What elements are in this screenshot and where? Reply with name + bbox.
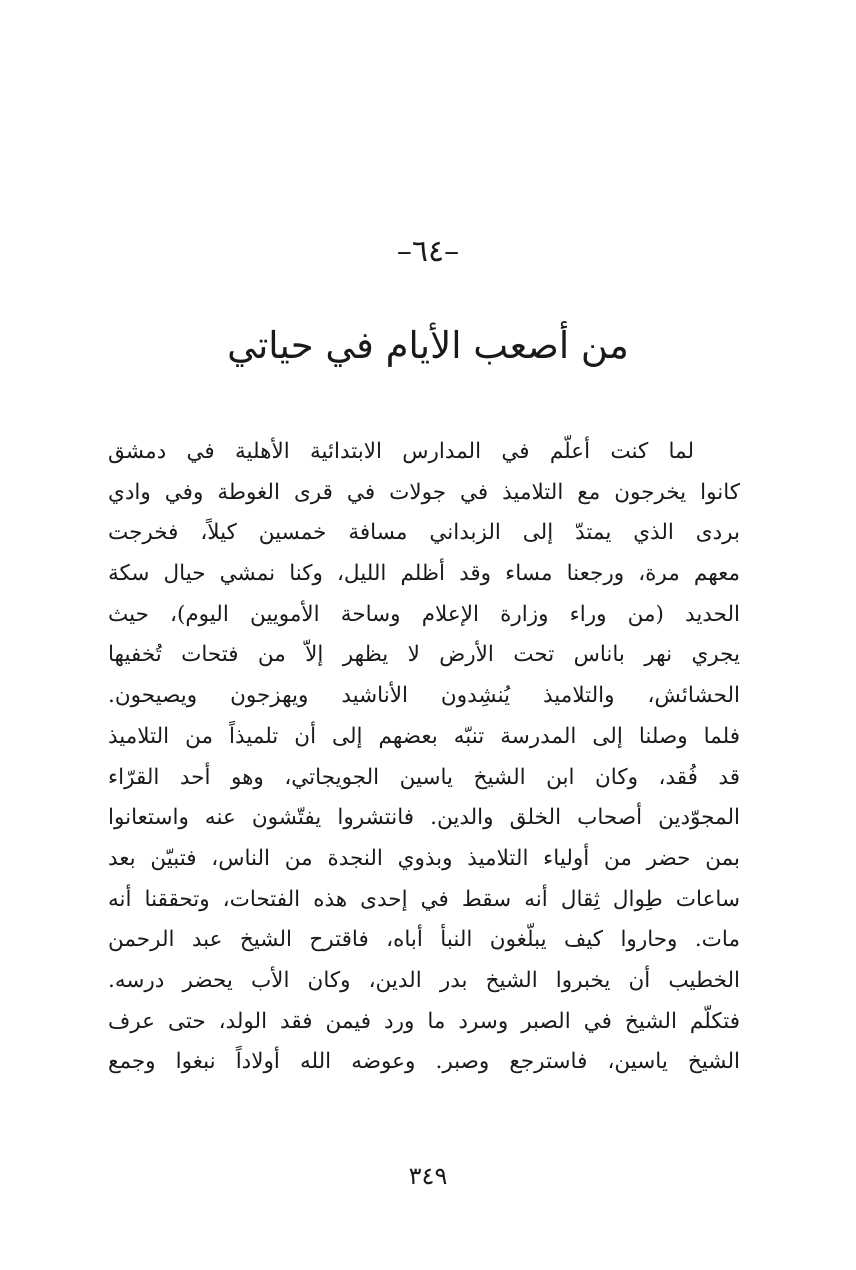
body-line: بردى الذي يمتدّ إلى الزبداني مسافة خمسين كيلاً، فخرجت	[108, 520, 740, 546]
body-line: فلما وصلنا إلى المدرسة تنبّه بعضهم إلى أن تلميذاً من التلاميذ	[108, 723, 740, 749]
body-line: معهم مرة، ورجعنا مساء وقد أظلم الليل، وكنا نمشي حيال سكة	[108, 561, 740, 587]
body-line: الحديد (من وراء وزارة الإعلام وساحة الأمويين اليوم)، حيث	[108, 601, 740, 627]
body-line: قد فُقد، وكان ابن الشيخ ياسين الجويجاتي، وهو أحد القرّاء	[108, 764, 740, 790]
chapter-title: من أصعب الأيام في حياتي	[227, 324, 629, 367]
body-line: الحشائش، والتلاميذ يُنشِدون الأناشيد ويهزجون ويصيحون.	[108, 683, 740, 709]
body-line: بمن حضر من أولياء التلاميذ وبذوي النجدة من الناس، فتبيّن بعد	[108, 845, 740, 871]
body-line: الشيخ ياسين، فاسترجع وصبر. وعوضه الله أولاداً نبغوا وجمع	[108, 1049, 740, 1075]
body-text	[108, 432, 740, 1083]
body-line: كانوا يخرجون مع التلاميذ في جولات في قرى الغوطة وفي وادي	[108, 479, 740, 505]
page-number: ٣٤٩	[408, 1162, 448, 1190]
body-line: فتكلّم الشيخ في الصبر وسرد ما ورد فيمن فقد الولد، حتى عرف	[108, 1008, 740, 1034]
body-line: يجري نهر باناس تحت الأرض لا يظهر إلاّ من فتحات تُخفيها	[108, 642, 740, 668]
body-line: المجوّدين أصحاب الخلق والدين. فانتشروا يفتّشون عنه واستعانوا	[108, 805, 740, 831]
body-line: لما كنت أعلّم في المدارس الابتدائية الأهلية في دمشق	[108, 439, 694, 464]
body-line: ساعات طِوال ثِقال أنه سقط في إحدى هذه الفتحات، وتحققنا أنه	[108, 886, 740, 912]
body-line: الخطيب أن يخبروا الشيخ بدر الدين، وكان الأب يحضر درسه.	[108, 967, 740, 993]
body-line: مات. وحاروا كيف يبلّغون النبأ أباه، فاقترح الشيخ عبد الرحمن	[108, 927, 740, 953]
chapter-number: –٦٤–	[396, 234, 460, 269]
